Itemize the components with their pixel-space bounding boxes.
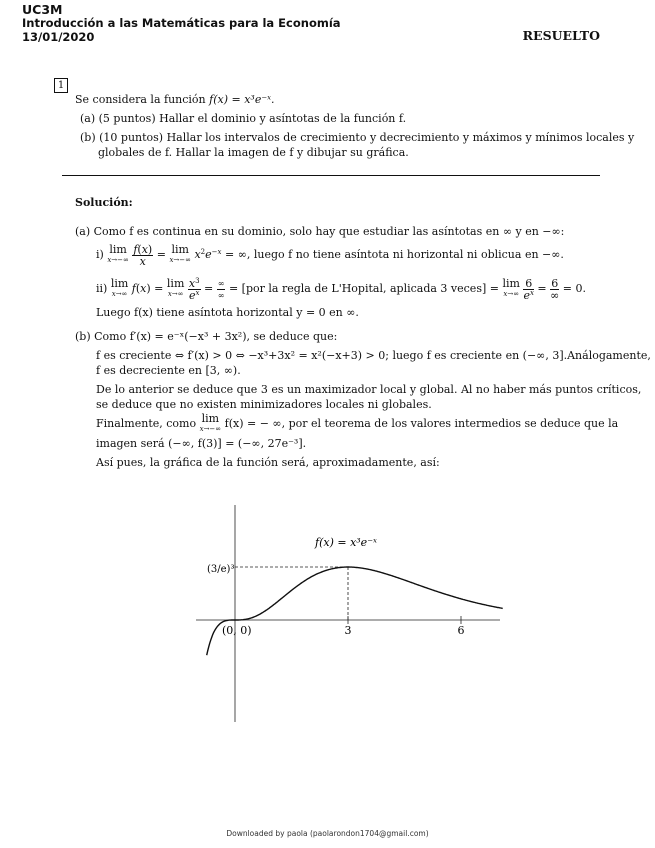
solution-b-p3-l2: imagen será (−∞, f(3)] = (−∞, 27e⁻³]. bbox=[96, 437, 307, 450]
solution-a-conclusion: Luego f(x) tiene asíntota horizontal y = 0 en ∞. bbox=[96, 306, 359, 319]
item-i-label: i) bbox=[96, 248, 104, 261]
item-i-tail: luego f no tiene asíntota ni horizontal ni oblicua en −∞. bbox=[253, 248, 564, 261]
solution-a-ii: ii) lim x→∞ f(x) = lim x→∞ $\frac{x^3}{e^x}$ = $\frac{\infty}{\infty}$ = [por la regla de L'Hopital, aplicada 3 veces] = lim x→∞ $\frac{6}{e^x}$ = $\frac{6}{\infty}$ = 0. bbox=[96, 276, 587, 302]
institution: UC3M bbox=[22, 2, 63, 17]
solution-b-p1-l2: f es decreciente en [3, ∞). bbox=[96, 364, 241, 377]
solution-a-i: i) lim x→−∞ $\frac{f(x)}{x}$ = lim x→−∞ $x^2e^{-x}$ = ∞, luego f no tiene asíntota ni horizontal ni oblicua en −∞. bbox=[96, 242, 564, 268]
limit-operator: lim x→−∞ bbox=[169, 243, 191, 264]
origin-label: (0, 0) bbox=[222, 624, 252, 637]
solution-b-p1-l1: f es creciente ⇔ f′(x) > 0 ⇔ −x³+3x² = x²(−x+3) > 0; luego f es creciente en (−∞, 3].Análogamente, bbox=[96, 349, 651, 362]
max-value-label: (3/e)³ bbox=[207, 564, 235, 575]
problem-number: 1 bbox=[57, 80, 65, 91]
p3-text-b: f(x) = − ∞, por el teorema de los valores intermedios se deduce que la bbox=[224, 417, 619, 430]
fraction-6-over-inf: $\frac{6}{\infty}$ bbox=[550, 276, 560, 302]
limit-operator: lim x→∞ bbox=[110, 277, 129, 298]
indeterminate-form: $\frac{\infty}{\infty}$ bbox=[217, 278, 225, 300]
fraction-x3-over-ex: $\frac{x^3}{e^x}$ bbox=[188, 276, 200, 302]
exam-date: 13/01/2020 bbox=[22, 30, 95, 44]
fraction-fx-over-x: $\frac{f(x)}{x}$ bbox=[133, 242, 153, 268]
tick-label-6: 6 bbox=[457, 624, 465, 637]
part-b-line2: globales de f. Hallar la imagen de f y dibujar su gráfica. bbox=[98, 146, 409, 159]
limit-operator: lim x→∞ bbox=[166, 277, 185, 298]
solution-a-intro: (a) Como f es continua en su dominio, solo hay que estudiar las asíntotas en ∞ y en −∞: bbox=[75, 225, 565, 238]
solution-b-p2-l2: se deduce que no existen minimizadores locales ni globales. bbox=[96, 398, 432, 411]
lhopital-note: [por la regla de L'Hopital, aplicada 3 veces] bbox=[241, 282, 487, 295]
solution-b-intro: (b) Como f′(x) = e⁻ˣ(−x³ + 3x²), se deduce que: bbox=[75, 330, 338, 343]
solution-title: Solución: bbox=[75, 196, 133, 209]
status-label: RESUELTO bbox=[522, 28, 600, 43]
function-curve bbox=[207, 567, 503, 655]
limit-operator: lim x→−∞ bbox=[107, 243, 129, 264]
statement-text: Se considera la función bbox=[75, 93, 210, 106]
tick-label-3: 3 bbox=[344, 624, 352, 637]
part-a: (a) (5 puntos) Hallar el dominio y asíntotas de la función f. bbox=[80, 112, 407, 125]
limit-operator: lim x→−∞ bbox=[199, 412, 222, 433]
solution-b-p2-l1: De lo anterior se deduce que 3 es un maximizador local y global. Al no haber más puntos críticos, bbox=[96, 383, 642, 396]
part-b-line1: (b) (10 puntos) Hallar los intervalos de crecimiento y decrecimiento y máximos y mínimos locales y bbox=[80, 131, 635, 144]
fraction-6-over-ex: $\frac{6}{e^x}$ bbox=[523, 276, 534, 302]
solution-b-p4: Así pues, la gráfica de la función será, aproximadamente, así: bbox=[96, 456, 440, 469]
download-footer: Downloaded by paola (paolarondon1704@gmail.com) bbox=[226, 829, 429, 838]
course-title: Introducción a las Matemáticas para la Economía bbox=[22, 16, 341, 30]
chart-title: f(x) = x³e⁻ˣ bbox=[315, 536, 377, 549]
item-ii-label: ii) bbox=[96, 282, 108, 295]
limit-operator: lim x→∞ bbox=[502, 277, 520, 298]
p3-text-a: Finalmente, como bbox=[96, 417, 197, 430]
statement-function: f(x) = x³e⁻ˣ. bbox=[209, 93, 275, 106]
